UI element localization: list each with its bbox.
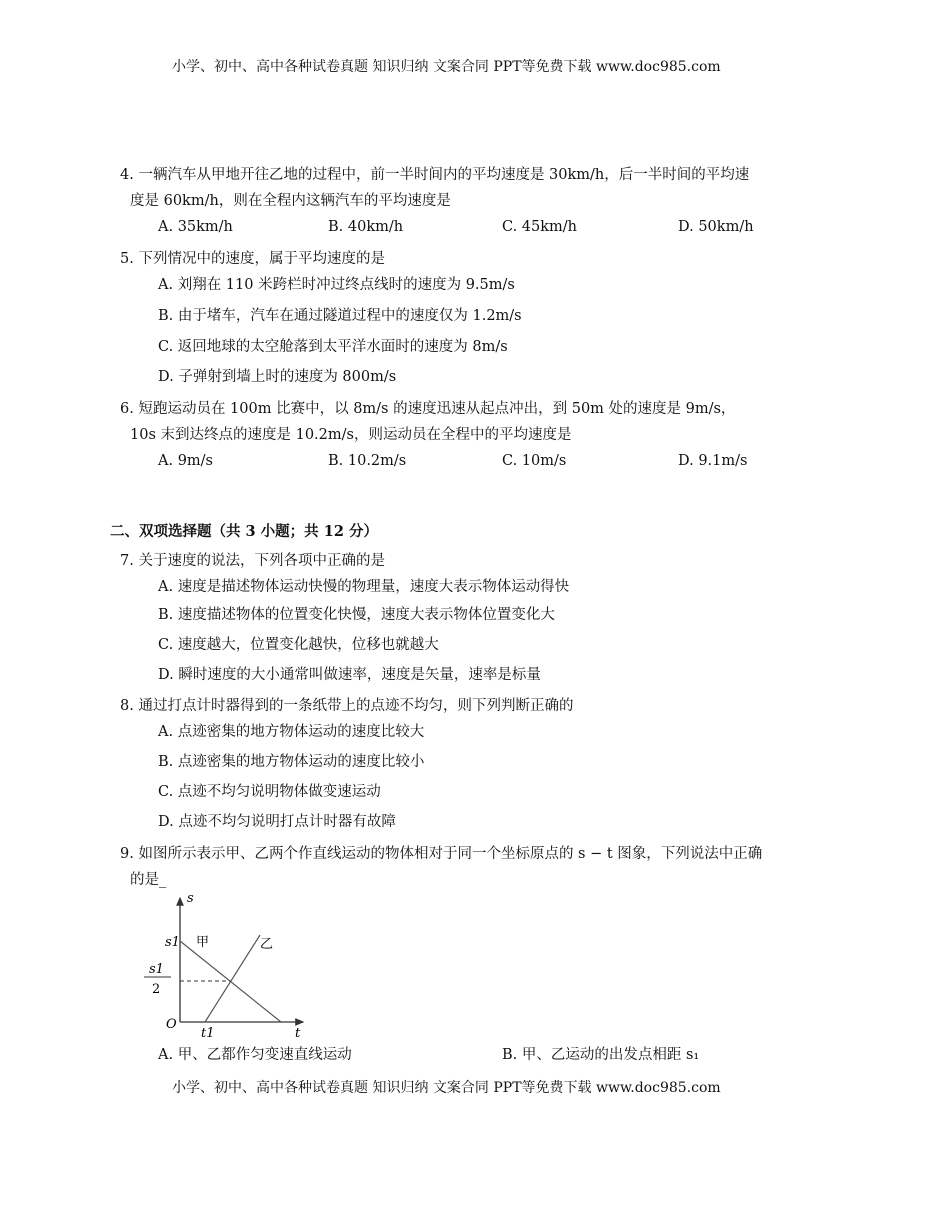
q5-option-c: C. 返回地球的太空舱落到太平洋水面时的速度为 8m/s <box>158 339 508 355</box>
q7-stem: 7. 关于速度的说法，下列各项中正确的是 <box>120 553 385 569</box>
q7-option-a: A. 速度是描述物体运动快慢的物理量，速度大表示物体运动得快 <box>158 579 570 595</box>
s1-label: s1 <box>165 935 180 950</box>
q6-option-a: A. 9m/s <box>158 453 213 469</box>
q9-stem-cont: 的是_ <box>130 872 167 888</box>
s-t-graph <box>130 890 310 1040</box>
page-footer: 小学、初中、高中各种试卷真题 知识归纳 文案合同 PPT等免费下载 www.doc985.com <box>172 1080 721 1096</box>
yi-line <box>205 935 260 1022</box>
q5-stem: 5. 下列情况中的速度，属于平均速度的是 <box>120 251 385 267</box>
q8-option-b: B. 点迹密集的地方物体运动的速度比较小 <box>158 754 425 770</box>
t-axis-label: t <box>295 1026 301 1040</box>
q4-option-c: C. 45km/h <box>502 219 578 235</box>
q7-option-b: B. 速度描述物体的位置变化快慢，速度大表示物体位置变化大 <box>158 607 555 623</box>
q6-option-b: B. 10.2m/s <box>328 453 407 469</box>
q7-option-c: C. 速度越大，位置变化越快，位移也就越大 <box>158 637 439 653</box>
q5-option-b: B. 由于堵车，汽车在通过隧道过程中的速度仅为 1.2m/s <box>158 308 522 324</box>
q8-option-d: D. 点迹不均匀说明打点计时器有故障 <box>158 814 396 830</box>
q4-option-d: D. 50km/h <box>678 219 754 235</box>
q6-option-c: C. 10m/s <box>502 453 567 469</box>
q4-stem: 4. 一辆汽车从甲地开往乙地的过程中，前一半时间内的平均速度是 30km/h，后一半时间的平均速 <box>120 167 750 183</box>
q8-option-a: A. 点迹密集的地方物体运动的速度比较大 <box>158 724 425 740</box>
half-s1-numerator: s1 <box>149 962 164 977</box>
origin-label: O <box>166 1017 177 1032</box>
q6-stem-cont: 10s 末到达终点的速度是 10.2m/s，则运动员在全程中的平均速度是 <box>130 427 572 443</box>
q9-stem: 9. 如图所示表示甲、乙两个作直线运动的物体相对于同一个坐标原点的 s − t 图象，下列说法中正确 <box>120 846 763 862</box>
q6-stem: 6. 短跑运动员在 100m 比赛中，以 8m/s 的速度迅速从起点冲出，到 50m 处的速度是 9m/s， <box>120 401 736 417</box>
q4-option-b: B. 40km/h <box>328 219 404 235</box>
q5-option-a: A. 刘翔在 110 米跨栏时冲过终点线时的速度为 9.5m/s <box>158 277 515 293</box>
yi-label: 乙 <box>260 937 274 952</box>
q4-stem-cont: 度是 60km/h，则在全程内这辆汽车的平均速度是 <box>130 193 451 209</box>
q8-option-c: C. 点迹不均匀说明物体做变速运动 <box>158 784 381 800</box>
section-heading: 二、双项选择题（共 3 小题；共 12 分） <box>110 523 378 540</box>
q9-option-b: B. 甲、乙运动的出发点相距 s₁ <box>502 1047 700 1063</box>
s-axis-label: s <box>187 891 194 906</box>
q6-option-d: D. 9.1m/s <box>678 453 748 469</box>
half-s1-denominator: 2 <box>152 982 161 997</box>
q4-option-a: A. 35km/h <box>158 219 233 235</box>
q5-option-d: D. 子弹射到墙上时的速度为 800m/s <box>158 369 397 385</box>
q8-stem: 8. 通过打点计时器得到的一条纸带上的点迹不均匀，则下列判断正确的 <box>120 698 574 714</box>
jia-label: 甲 <box>196 935 210 950</box>
q9-option-a: A. 甲、乙都作匀变速直线运动 <box>158 1047 352 1063</box>
page-header: 小学、初中、高中各种试卷真题 知识归纳 文案合同 PPT等免费下载 www.doc985.com <box>172 59 721 75</box>
q7-option-d: D. 瞬时速度的大小通常叫做速率，速度是矢量，速率是标量 <box>158 667 541 683</box>
t1-label: t1 <box>201 1026 215 1040</box>
